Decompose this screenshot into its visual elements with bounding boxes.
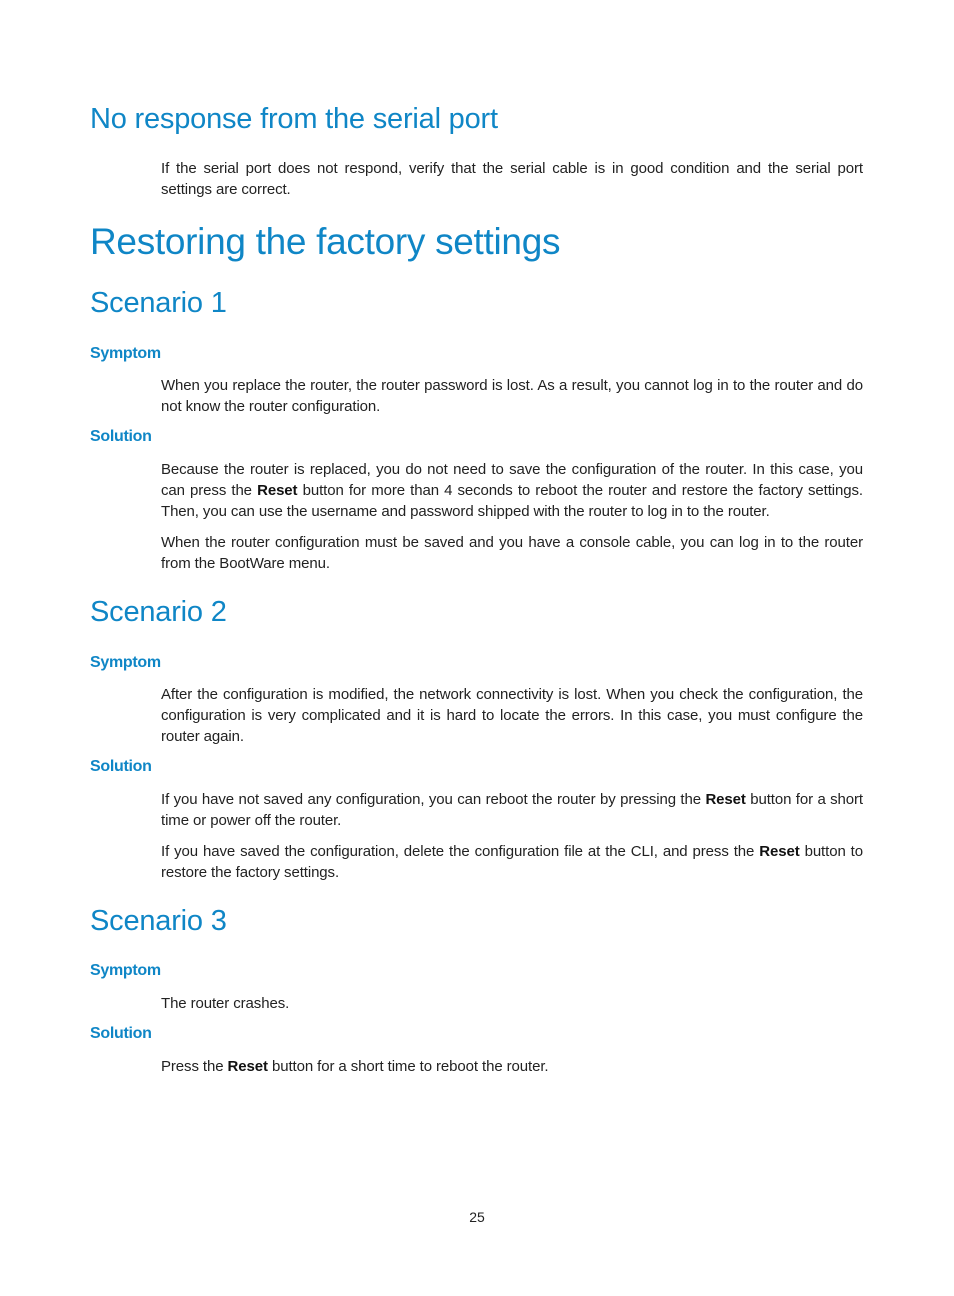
scenario-2-solution-paragraph-2 — [161, 841, 863, 883]
text-run: button for a short time or power off the router. — [161, 791, 863, 829]
heading-scenario-2: Scenario 2 — [90, 596, 227, 628]
scenario-1-symptom-label: Symptom — [90, 345, 161, 362]
text-run: If you have saved the configuration, delete the configuration file at the CLI, and press the — [161, 843, 760, 860]
scenario-2-solution-paragraph-1 — [161, 789, 863, 831]
scenario-3-symptom-label: Symptom — [90, 962, 161, 979]
reset-keyword: Reset — [705, 791, 746, 808]
reset-keyword: Reset — [227, 1058, 268, 1075]
text-run: Because the router is replaced, you do not need to save the configuration of the router. In this case, you can press the — [161, 461, 863, 499]
heading-restoring-factory-settings: Restoring the factory settings — [90, 221, 561, 262]
heading-scenario-1: Scenario 1 — [90, 287, 227, 319]
scenario-1-symptom-text: When you replace the router, the router password is lost. As a result, you cannot log in to the router and do not know the router configuration. — [161, 377, 863, 415]
scenario-1-solution-paragraph-2: When the router configuration must be saved and you have a console cable, you can log in to the router from the BootWare menu. — [161, 534, 863, 572]
heading-no-response-serial-port: No response from the serial port — [90, 103, 498, 135]
scenario-3-symptom-text: The router crashes. — [161, 995, 290, 1012]
text-run: Press the — [161, 1058, 228, 1075]
heading-scenario-3: Scenario 3 — [90, 905, 227, 937]
text-run: button for more than 4 seconds to reboot the router and restore the factory settings. Then, you can use the username and password shipped with the router to log in to the router. — [161, 482, 863, 520]
text-run: button to restore the factory settings. — [161, 843, 863, 881]
scenario-2-symptom-label: Symptom — [90, 654, 161, 671]
serial-port-paragraph: If the serial port does not respond, verify that the serial cable is in good condition and the serial port settings are correct. — [161, 160, 863, 198]
scenario-3-solution-label: Solution — [90, 1025, 152, 1042]
reset-keyword: Reset — [257, 482, 298, 499]
scenario-1-solution-paragraph-1 — [161, 459, 863, 522]
text-run: If you have not saved any configuration, you can reboot the router by pressing the — [161, 791, 706, 808]
text-run: button for a short time to reboot the router. — [267, 1058, 549, 1075]
scenario-2-symptom-text: After the configuration is modified, the network connectivity is lost. When you check the configuration, the configuration is very complicated and it is hard to locate the errors. In this case, you must configure the router again. — [161, 686, 863, 745]
reset-keyword: Reset — [759, 843, 800, 860]
scenario-3-solution-paragraph-1 — [161, 1056, 863, 1077]
scenario-1-solution-label: Solution — [90, 428, 152, 445]
scenario-2-solution-label: Solution — [90, 758, 152, 775]
page-number: 25 — [469, 1209, 485, 1225]
